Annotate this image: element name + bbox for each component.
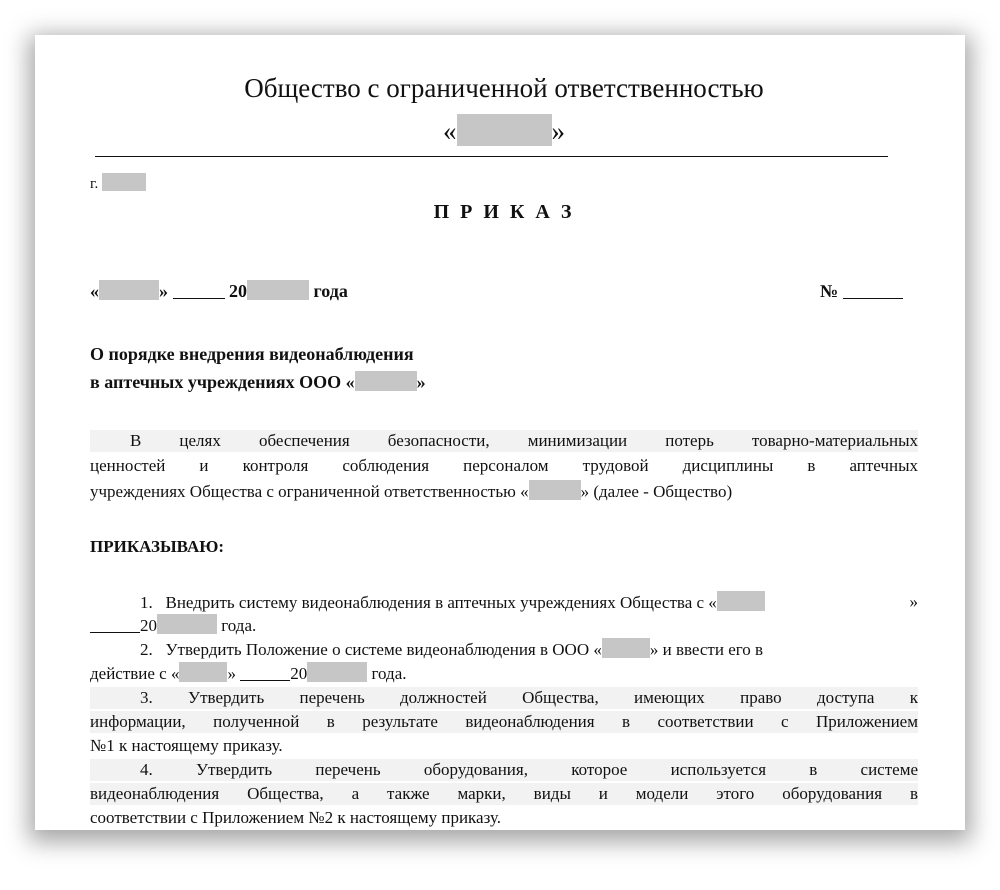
number-blank bbox=[843, 298, 903, 299]
preamble-line: В целях обеспечения безопасности, минимизации потерь товарно-материальных bbox=[90, 430, 918, 452]
item-4-cont: соответствии с Приложением №2 к настоящему приказу. bbox=[90, 808, 502, 827]
item-3: 3. Утвердить перечень должностей Общества, имеющих право доступа к bbox=[90, 687, 918, 709]
header-rule bbox=[95, 156, 888, 157]
item-3-cont: №1 к настоящему приказу. bbox=[90, 736, 283, 755]
redacted-city bbox=[102, 173, 146, 191]
redacted-org bbox=[457, 114, 552, 146]
redacted-org bbox=[529, 480, 581, 500]
preamble-line: учреждениях Общества с ограниченной ответственностью « » (далее - Общество) bbox=[90, 482, 733, 501]
redacted-day bbox=[717, 591, 765, 611]
order-number: № bbox=[820, 280, 920, 302]
item-1-cont: 20 года. bbox=[90, 614, 918, 637]
redacted-year bbox=[247, 280, 309, 300]
redacted-org bbox=[355, 371, 417, 391]
redacted-day bbox=[99, 280, 159, 300]
redacted-year bbox=[157, 614, 217, 634]
org-name: Общество с ограниченной ответственностью bbox=[244, 73, 764, 103]
org-quote: « » bbox=[443, 116, 565, 146]
subject-line-2: в аптечных учреждениях ООО « » bbox=[90, 372, 426, 392]
item-2-cont: действие с « » 20 года. bbox=[90, 664, 407, 683]
redacted-year bbox=[307, 662, 367, 682]
city: г. bbox=[90, 173, 918, 195]
month-blank bbox=[240, 680, 290, 681]
order-word: ПРИКАЗЫВАЮ: bbox=[90, 537, 225, 556]
redacted-org bbox=[602, 638, 650, 658]
month-blank bbox=[173, 298, 225, 299]
redacted-day bbox=[179, 662, 227, 682]
item-2: 2. Утвердить Положение о системе видеонаблюдения в ООО « » и ввести его в bbox=[140, 640, 764, 659]
item-4-cont: видеонаблюдения Общества, а также марки, виды и модели этого оборудования в bbox=[90, 784, 918, 803]
month-blank bbox=[90, 632, 140, 633]
subject-line-1: О порядке внедрения видеонаблюдения bbox=[90, 344, 414, 364]
preamble-line: ценностей и контроля соблюдения персоналом трудовой дисциплины в аптечных bbox=[90, 456, 918, 475]
doc-title: П Р И К А З bbox=[433, 201, 575, 223]
date-row: « » 20 года bbox=[90, 281, 348, 301]
item-1: 1. Внедрить систему видеонаблюдения в аптечных учреждениях Общества с « » bbox=[140, 592, 918, 612]
item-4: 4. Утвердить перечень оборудования, которое используется в системе bbox=[90, 759, 918, 781]
item-3-cont: информации, полученной в результате видеонаблюдения в соответствии с Приложением bbox=[90, 712, 918, 731]
